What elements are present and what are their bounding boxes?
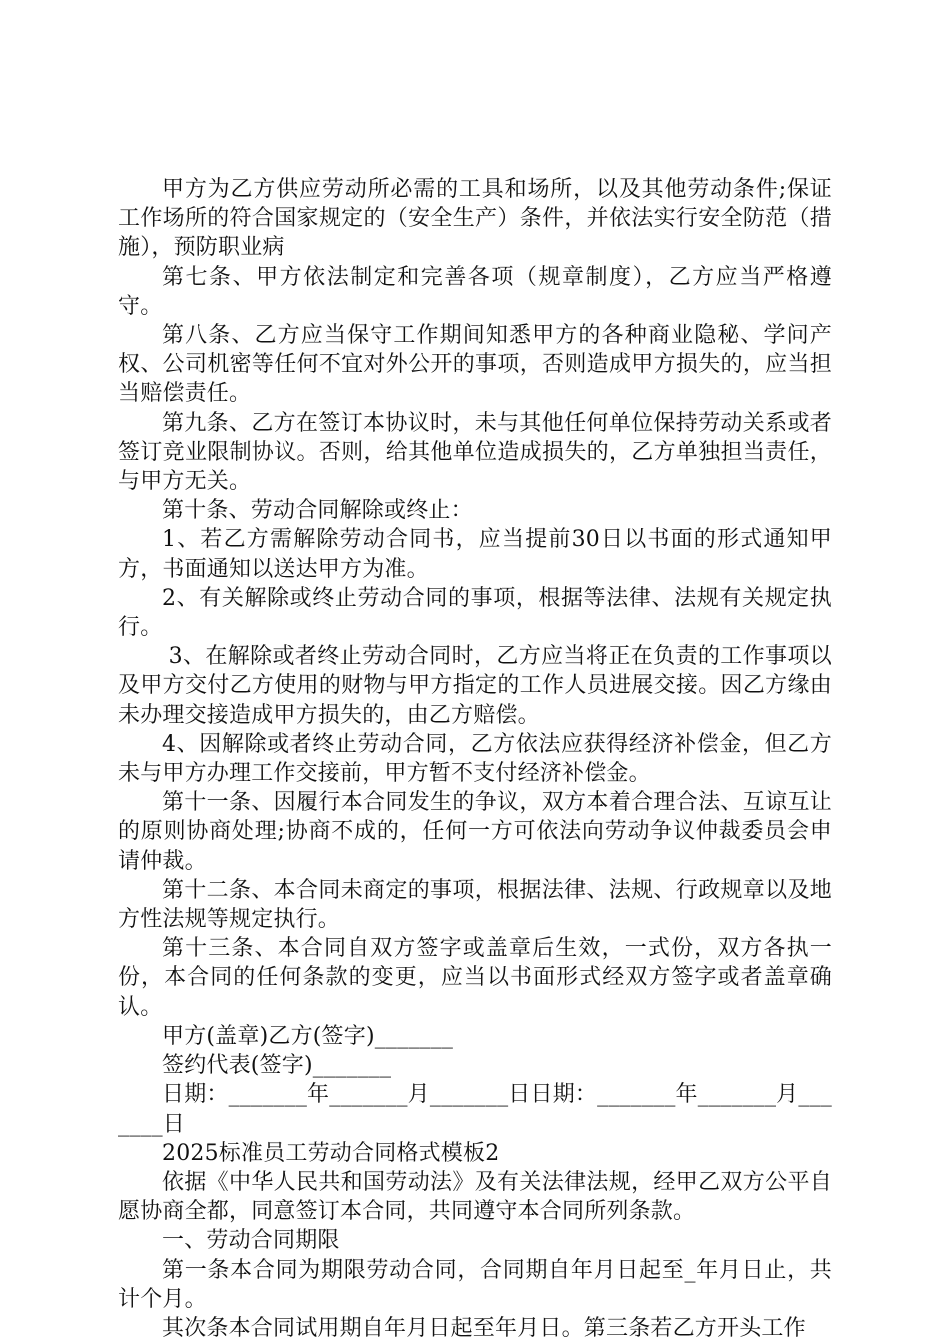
signature-line-date: 日期：_______年_______月_______日日期：_______年_______月_______日 (118, 1082, 832, 1137)
paragraph: 第九条、乙方在签订本协议时，未与其他任何单位保持劳动关系或者签订竞业限制协议。否则，给其他单位造成损失的，乙方单独担当责任，与甲方无关。 (118, 410, 832, 495)
signature-line-party: 甲方(盖章)乙方(签字)_______ (162, 1023, 454, 1049)
paragraph: 依据《中华人民共和国劳动法》及有关法律法规，经甲乙双方公平自愿协商全都，同意签订本合同，共同遵守本合同所列条款。 (118, 1169, 832, 1225)
paragraph: 其次条本合同试用期自年月日起至年月日。第三条若乙方开头工作 (162, 1315, 806, 1341)
paragraph: 1、若乙方需解除劳动合同书，应当提前30日以书面的形式通知甲方，书面通知以送达甲方为准。 (118, 527, 832, 582)
signature-line-representative: 签约代表(签字)_______ (162, 1053, 392, 1079)
paragraph: 第七条、甲方依法制定和完善各项（规章制度），乙方应当严格遵守。 (118, 264, 832, 319)
paragraph: 甲方为乙方供应劳动所必需的工具和场所，以及其他劳动条件;保证工作场所的符合国家规定的（安全生产）条件，并依法实行安全防范（措施），预防职业病 (118, 177, 832, 261)
document-page (118, 175, 832, 1343)
paragraph: 4、因解除或者终止劳动合同，乙方依法应获得经济补偿金，但乙方未与甲方办理工作交接前，甲方暂不支付经济补偿金。 (118, 731, 832, 787)
paragraph: 2、有关解除或终止劳动合同的事项，根据等法律、法规有关规定执行。 (118, 585, 832, 641)
paragraph: 第十条、劳动合同解除或终止： (162, 498, 473, 524)
paragraph: 3、在解除或者终止劳动合同时，乙方应当将正在负责的工作事项以及甲方交付乙方使用的财物与甲方指定的工作人员进展交接。因乙方缘由未办理交接造成甲方损失的，由乙方赔偿。 (118, 644, 832, 728)
paragraph: 第十一条、因履行本合同发生的争议，双方本着合理合法、互谅互让的原则协商处理;协商不成的，任何一方可依法向劳动争议仲裁委员会申请仲裁。 (118, 790, 832, 874)
paragraph: 第八条、乙方应当保守工作期间知悉甲方的各种商业隐秘、学问产权、公司机密等任何不宜对外公开的事项，否则造成甲方损失的，应当担当赔偿责任。 (118, 323, 832, 407)
section-title: 2025标准员工劳动合同格式模板2 (162, 1140, 500, 1166)
paragraph: 第一条本合同为期限劳动合同，合同期自年月日起至_年月日止，共计个月。 (118, 1257, 832, 1312)
paragraph: 第十二条、本合同未商定的事项，根据法律、法规、行政规章以及地方性法规等规定执行。 (118, 877, 832, 933)
paragraph: 第十三条、本合同自双方签字或盖章后生效，一式份，双方各执一份，本合同的任何条款的变更，应当以书面形式经双方签字或者盖章确认。 (118, 936, 832, 1020)
section-heading: 一、劳动合同期限 (162, 1228, 340, 1254)
